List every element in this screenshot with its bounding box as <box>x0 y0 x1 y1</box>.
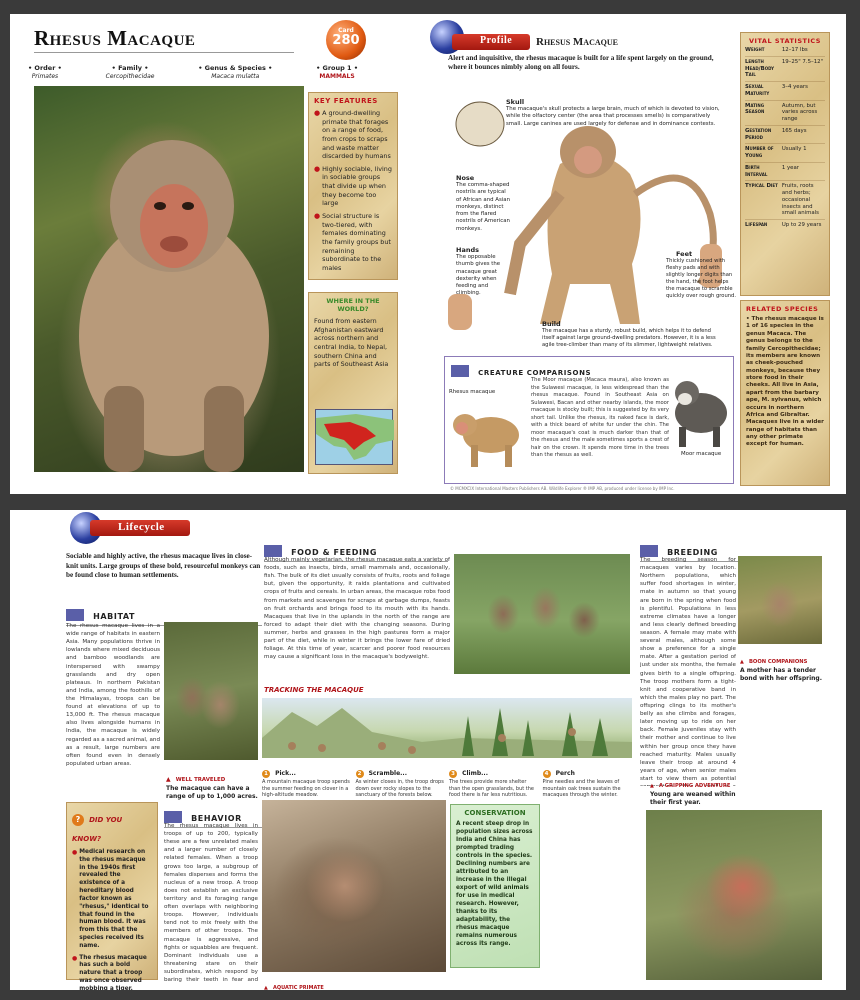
card-number-badge <box>326 20 366 60</box>
vital-row: Number of Young Usually 1 <box>745 144 825 163</box>
tracking-step: 3 Climb... The trees provide more shelter than the open grasslands, but the food there is far less nutritious. <box>449 770 534 798</box>
behavior-header: BEHAVIOR <box>164 806 350 828</box>
young-macaque-photo <box>646 810 822 980</box>
vital-row: Lifespan Up to 29 years <box>745 222 822 228</box>
macaque-illustration <box>34 86 304 472</box>
key-feature-item: ● Social structure is two-tiered, with females dominating the family groups but remaining subordinate to the males <box>314 212 391 272</box>
lifecycle-banner: Lifecycle <box>90 520 190 536</box>
behavior-icon <box>164 811 182 823</box>
hands-label: Hands <box>456 246 479 254</box>
fact-item: ● Medical research on the rhesus macaque in the 1940s first revealed the existence of a hereditary blood factor known as "rhesus," identical to that found in the human blood. It was from this that the species received its name. <box>72 849 149 949</box>
triangle-icon: ▲ <box>650 783 654 789</box>
vital-title: VITAL STATISTICS <box>749 37 821 45</box>
vital-row: Typical Diet Fruits, roots and herbs; occasional insects and small animals <box>745 181 825 220</box>
rhesus-label: Rhesus macaque <box>449 389 496 395</box>
food-icon <box>264 545 282 557</box>
taxonomy-family <box>106 64 155 81</box>
food-header: FOOD & FEEDING <box>264 540 448 562</box>
habitat-photo <box>164 622 258 760</box>
did-you-know-panel <box>66 802 158 990</box>
breeding-caption-2: ▲ A GRIPPING ADVENTURE Young are weaned within their first year. <box>650 783 736 807</box>
lifecycle-intro: Sociable and highly active, the rhesus macaque lives in close-knit units. Large groups of these bold, resourceful monkeys can be found close to human settlements. <box>66 552 261 579</box>
breeding-photo <box>738 556 822 644</box>
copyright-footer: © MCMXCIX International Masters Publishers AB. Wildlife Explorer ® IMP AB, produced under license by IMP Inc. <box>450 486 675 491</box>
taxonomy-order <box>28 64 62 81</box>
page-title: Rhesus Macaque <box>34 26 196 50</box>
taxonomy-value: Primates <box>31 72 59 80</box>
step-number-badge: 2 <box>356 770 364 778</box>
bullet-icon: ● <box>314 164 321 173</box>
step-number-badge: 3 <box>449 770 457 778</box>
taxonomy-value: MAMMALS <box>319 72 355 80</box>
taxonomy-value: Macaca mulatta <box>211 72 260 80</box>
landscape-illustration <box>262 698 632 758</box>
nose-label: Nose <box>456 174 475 182</box>
related-text: • The rhesus macaque is 1 of 16 species in the genus Macaca. The genus belongs to the family Cercopithecidae; its members are known as cheek-pouched monkeys, because they store food in their cheeks. All live in Asia, apart from the barbary ape, M. sylvanus, which occurs in northern Africa and Gibraltar. Macaques live in a wider range of habitats than any other primate except for human. <box>746 316 824 448</box>
vital-row: Gestation Period 165 days <box>745 126 825 145</box>
feet-label: Feet <box>676 250 693 258</box>
taxonomy-label: • Order • <box>28 64 62 72</box>
nose-text: The comma-shaped nostrils are typical of African and Asian monkeys, distinct from the flared nostrils of American monkeys. <box>456 182 510 232</box>
where-text: Found from eastern Afghanistan eastward across northern and central India, to Nepal, southern China and parts of Southeast Asia <box>314 317 389 369</box>
key-feature-item: ● A ground-dwelling primate that forages on a range of food, from crops to scraps and waste matter discarded by humans <box>314 109 391 161</box>
bullet-icon: ● <box>314 109 321 117</box>
rhesus-comparison-illustration <box>449 397 529 471</box>
conservation-title: CONSERVATION <box>464 809 526 817</box>
conservation-panel <box>450 804 540 968</box>
tracking-panel <box>262 686 632 798</box>
bullet-icon: ● <box>72 954 78 962</box>
feet-text: Thickly cushioned with fleshy pads and with slightly longer digits than the hand, the foot helps the macaque to scramble quickly over rough ground. <box>666 258 736 300</box>
moor-label: Moor macaque <box>681 451 722 457</box>
taxonomy-row <box>28 64 358 81</box>
related-species-panel <box>740 300 830 486</box>
habitat-text: The rhesus macaque lives in a wide range of habitats in eastern Asia. Many populations thrive in lowlands where mixed deciduous and bamboo woodlands are interspersed with swampy grasslands and dry open plateaus. In northern Pakistan and India, among the foothills of the Himalayas, troops can be found at elevations of up to 13,000 ft. The rhesus macaque also lives alongside humans in India, the macaque is widely regarded as a sacred animal, and as a result, large numbers are often found even in densely populated urban areas. <box>66 623 160 767</box>
lifecycle-card <box>10 510 846 990</box>
breeding-caption-1: ▲ BOON COMPANIONS A mother has a tender bond with her offspring. <box>740 659 822 683</box>
taxonomy-species <box>198 64 272 81</box>
tracking-step: 1 Pick... A mountain macaque troop spends the summer feeding on clover in a high-altitude meadow. <box>262 770 350 798</box>
where-title: WHERE IN THE WORLD? <box>326 297 380 313</box>
dna-icon <box>451 365 469 377</box>
triangle-icon: ▲ <box>166 776 171 783</box>
vital-row: Weight 12–17 lbs <box>745 45 825 57</box>
comparisons-text: The Moor macaque (Macaca maura), also known as the Sulawesi macaque, is less widespread than the rhesus macaque. Found in Southeast Asia on Sulawesi, Bacan and other nearby islands, the moor macaque is stocky built; this is suggested by its very short tail. Unlike the rhesus, its naked face is dark, with a thick beard of white fur under the chin. The moor macaque's coat is much darker than that of the rhesus and the male sometimes sports a crest of hair on the crown. It spends more time in the trees than the rhesus as well. <box>531 377 669 459</box>
habitat-caption: ▲ WELL TRAVELED The macaque can have a range of up to 1,000 acres. <box>166 776 258 801</box>
taxonomy-value: Cercopithecidae <box>105 72 155 80</box>
aquatic-caption: ▲ AQUATIC PRIMATE <box>264 985 324 990</box>
habitat-header: HABITAT <box>66 604 262 626</box>
breeding-icon <box>640 545 658 557</box>
macaque-portrait-photo <box>34 86 304 472</box>
creature-comparisons-panel <box>444 356 734 484</box>
build-label: Build <box>542 320 561 328</box>
taxonomy-label: • Genus & Species • <box>198 64 273 72</box>
food-text: Although mainly vegetarian, the rhesus macaque eats a variety of foods, such as insects, birds, small mammals and, occasionally, fish. The bulk of its diet usually consists of fruits, roots and foliage but, given the opportunity, it raids plantations and cultivated crops of fruits and cereals. In urban areas, the macaque robs food from markets and scavenges for scraps at garbage dumps, feasts on fruit orchards and brings food to its mouth with its hands. Macaques that live in the uplands in the north of the range are forced to adapt their diet with the changing seasons. During summer, herbs and grasses in the high pastures form a major part of the diet, while in winter it brings the lower fare of dried foliage. At this time of year, scarcer and poorer food resources may cause a significant loss in the macaque's bodyweight. <box>264 557 450 661</box>
breeding-header: BREEDING <box>640 540 820 562</box>
key-features-title: KEY FEATURES <box>314 97 378 105</box>
habitat-icon <box>66 609 84 621</box>
key-feature-item: ● Highly sociable, living in sociable groups that divide up when they become too large <box>314 164 392 208</box>
behavior-text: The rhesus macaque lives in troops of up to 200, typically these are a few unrelated males and a larger number of closely related females. When a troop grows too large, a subgroup of females disperses and forms the nucleus of a new troop. A troop does not establish an exclusive territory and its foraging range often overlaps with neighboring troops. However, individuals tend not to mix freely with the members of other troops. The macaque is aggressive, and fights or squabbles are frequent. Dominant individuals use a threatening stare on their subordinates, which respond by baring their teeth in fear and <box>164 823 258 982</box>
step-number-badge: 4 <box>543 770 551 778</box>
conservation-text: A recent steep drop in population sizes across India and China has prompted trading controls in the species. Declining numbers are attributed to an increase in the illegal export of wild animals for use in medical research. However, thanks to its adaptability, the rhesus macaque remains numerous across its range. <box>456 821 533 947</box>
taxonomy-group <box>316 64 358 81</box>
triangle-icon: ▲ <box>740 659 744 665</box>
tracking-title: TRACKING THE MACAQUE <box>264 686 364 694</box>
hands-text: The opposable thumb gives the macaque great dexterity when feeding and climbing. <box>456 254 501 297</box>
range-map <box>315 409 393 465</box>
tracking-step: 2 Scramble... As winter closes in, the troop drops down over rocky slopes to the sanctuary of the forests below. <box>355 770 444 798</box>
skull-text: The macaque's skull protects a large brain, much of which is devoted to vision, while the olfactory center (the area that processes smells) is comparatively small. Large canines are used largely for defense and in dominance contests. <box>506 106 720 127</box>
key-features-panel <box>308 92 398 280</box>
triangle-icon: ▲ <box>264 985 268 990</box>
profile-title: Rhesus Macaque <box>536 36 618 48</box>
vital-statistics-panel <box>740 32 830 296</box>
moor-comparison-illustration <box>669 373 733 449</box>
profile-intro: Alert and inquisitive, the rhesus macaque is built for a life spent largely on the ground, where it bounces nimbly along on all fours. <box>448 54 714 72</box>
profile-card <box>10 14 846 494</box>
tracking-step: 4 Perch Pine needles and the leaves of mountain oak trees sustain the macaques through the winter. <box>542 770 621 798</box>
food-photo <box>454 554 630 674</box>
question-icon: ? <box>72 814 84 826</box>
taxonomy-label: • Family • <box>111 64 149 72</box>
title-rule <box>34 52 294 53</box>
comparisons-header: CREATURE COMPARISONS <box>445 357 733 382</box>
card-label: Card <box>338 27 354 34</box>
profile-banner: Profile <box>452 34 530 50</box>
breeding-text: The breeding season for macaques varies by location. Northern populations, which suffer food shortages in winter, mate in autumn so that young are born in the spring when food is plentiful. Populations in less extreme climates have a longer and less clearly defined breeding season. A female may mate with several males, although some show a preference for a single mate. After a gestation period of just under six months, the female gives birth to a single offspring. The troop mothers form a tight-knit and cooperative band in which the males play no part. The offspring clings to its mother's belly as she climbs and forages, later moving up to ride on her back. Female juveniles stay with their mother and continue to live within her group once they have reached maturity. Males usually leave their troop at around 4 years of age, when senior males start to view them as potential <box>640 557 736 782</box>
taxonomy-label: • Group 1 • <box>316 64 358 72</box>
bullet-icon: ● <box>72 849 78 856</box>
vital-row: Length Head/Body Tail 19–25" 7.5–12" <box>745 57 825 82</box>
vital-row: Birth Interval 1 year <box>745 163 825 182</box>
tracking-steps <box>262 760 632 799</box>
behavior-photo <box>262 800 446 972</box>
bullet-icon: ● <box>314 212 321 221</box>
vital-row: Sexual Maturity 3–4 years <box>745 82 825 101</box>
related-title: RELATED SPECIES <box>746 305 819 313</box>
fact-item: ● The rhesus macaque has such a bold nature that a troop was once observed mobbing a tiger. <box>72 955 152 990</box>
card-number: 280 <box>332 33 360 48</box>
skull-label: Skull <box>506 98 525 106</box>
tracking-scene <box>262 698 632 758</box>
build-text: The macaque has a sturdy, robust build, which helps it to defend itself against large ground-dwelling predators. However, it is a less agile tree-climber than many of its slimmer, lightweight relatives. <box>542 328 716 349</box>
step-number-badge: 1 <box>262 770 270 778</box>
did-you-know-header: ? DID YOU KNOW? <box>72 815 123 843</box>
where-in-world-panel <box>308 292 398 474</box>
vital-row: Mating Season Autumn, but varies across range <box>745 101 825 126</box>
